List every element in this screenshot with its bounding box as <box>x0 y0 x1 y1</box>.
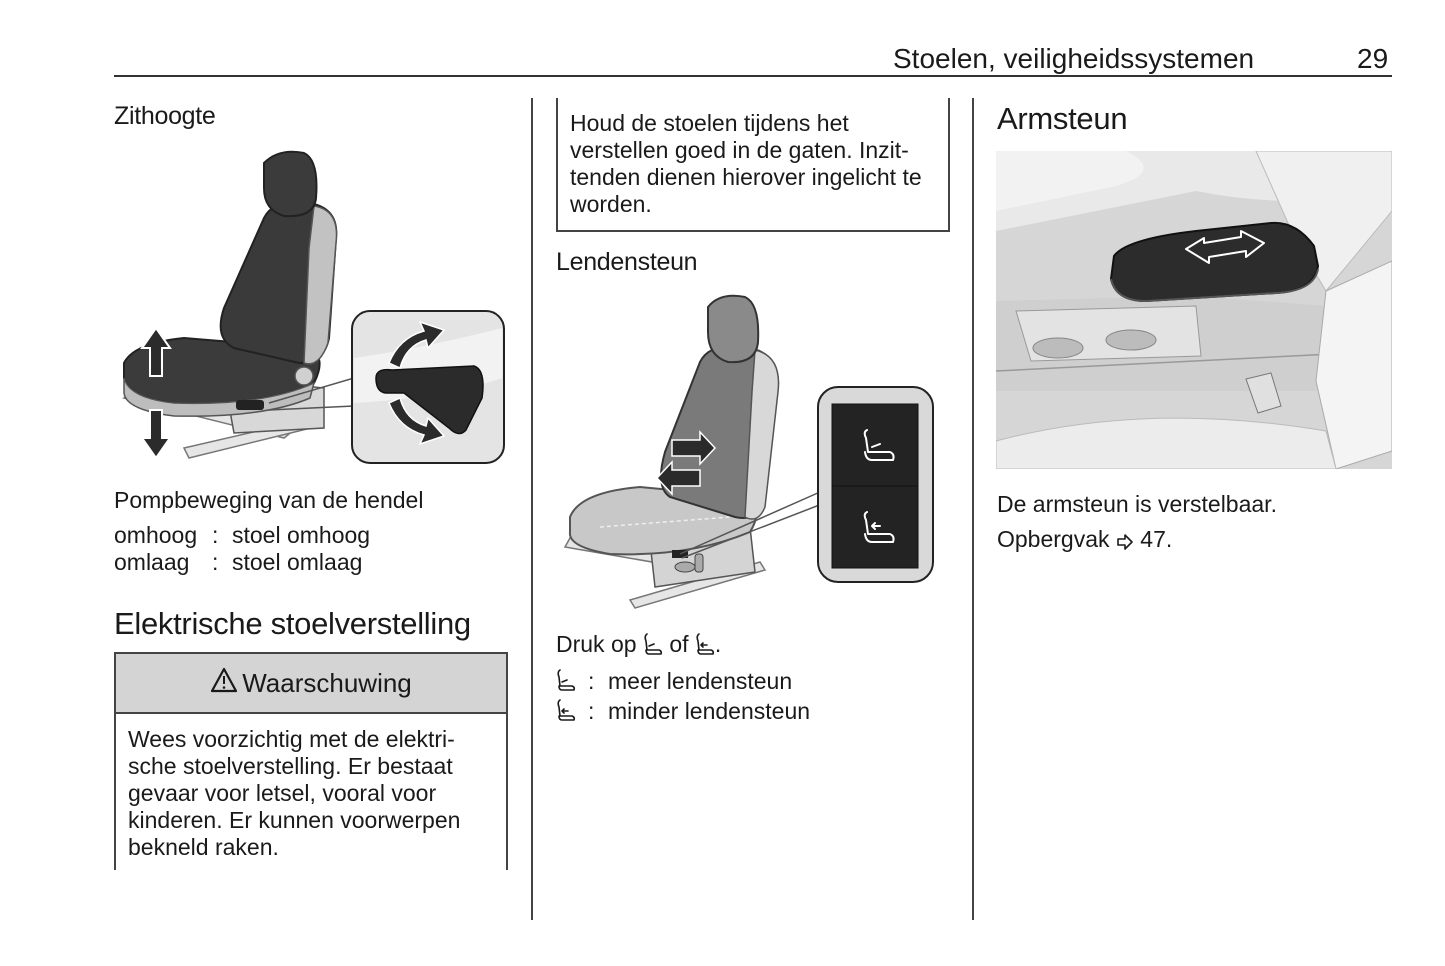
table-value: stoel omlaag <box>232 549 363 575</box>
table-value: stoel omhoog <box>232 522 371 548</box>
lumbar-less-icon <box>556 698 588 728</box>
table-row <box>114 549 370 576</box>
armrest-illustration <box>996 151 1392 469</box>
table-separator: : <box>588 668 595 694</box>
warning-body <box>116 714 506 873</box>
table-row <box>556 668 810 698</box>
lumbar-more-icon <box>556 668 588 698</box>
notice-line: worden. <box>570 191 652 217</box>
warning-line: kinderen. Er kunnen voorwerpen <box>128 807 461 833</box>
storage-reference <box>997 526 1172 557</box>
lumbar-less-icon <box>695 632 715 662</box>
warning-line: bekneld raken. <box>128 834 279 860</box>
table-row <box>114 522 370 549</box>
heading-zithoogte: Zithoogte <box>114 102 216 130</box>
seat-height-table <box>114 522 370 576</box>
table-separator: : <box>212 549 219 575</box>
armrest-description: De armsteun is verstelbaar. <box>997 491 1277 517</box>
page-number: 29 <box>1357 43 1389 74</box>
page-reference-arrow-icon <box>1116 530 1134 557</box>
warning-line: sche stoelverstelling. Er bestaat <box>128 753 453 779</box>
table-key: omlaag <box>114 549 190 575</box>
lumbar-support-illustration <box>560 292 940 612</box>
table-value: minder lendensteun <box>608 698 811 724</box>
notice-line: verstellen goed in de gaten. Inzit- <box>570 137 909 163</box>
table-value: meer lendensteun <box>608 668 793 694</box>
warning-header <box>116 654 506 714</box>
lumbar-table <box>556 668 810 728</box>
column-divider-2 <box>972 98 974 920</box>
running-title: Stoelen, veiligheidssystemen <box>893 43 1255 74</box>
table-separator: : <box>212 522 219 548</box>
instruction-text: Pompbeweging van de hendel <box>114 487 424 513</box>
heading-armsteun: Armsteun <box>997 101 1128 136</box>
storage-label: Opbergvak <box>997 526 1110 552</box>
warning-triangle-icon <box>210 667 242 700</box>
heading-lendensteun: Lendensteun <box>556 248 698 276</box>
notice-line: tenden dienen hierover ingelicht te <box>570 164 922 190</box>
notice-box <box>556 98 950 232</box>
lumbar-more-icon <box>643 632 663 662</box>
seat-height-illustration <box>114 148 508 468</box>
table-row <box>556 698 810 728</box>
table-separator: : <box>588 698 595 724</box>
warning-title: Waarschuwing <box>242 667 412 698</box>
instruction-prefix: Druk op <box>556 631 637 657</box>
page-reference-link[interactable]: 47. <box>1140 526 1173 552</box>
warning-box <box>114 652 508 870</box>
warning-line: gevaar voor letsel, vooral voor <box>128 780 437 806</box>
header-rule <box>114 75 1392 77</box>
instruction-mid: of <box>669 631 689 657</box>
instruction-suffix: . <box>714 631 722 657</box>
heading-elektrische-stoelverstelling: Elektrische stoelverstelling <box>114 606 471 641</box>
notice-line: Houd de stoelen tijdens het <box>570 110 849 136</box>
column-divider-1 <box>531 98 533 920</box>
table-key: omhoog <box>114 522 198 548</box>
lumbar-instruction <box>556 631 721 662</box>
warning-line: Wees voorzichtig met de elektri- <box>128 726 455 752</box>
